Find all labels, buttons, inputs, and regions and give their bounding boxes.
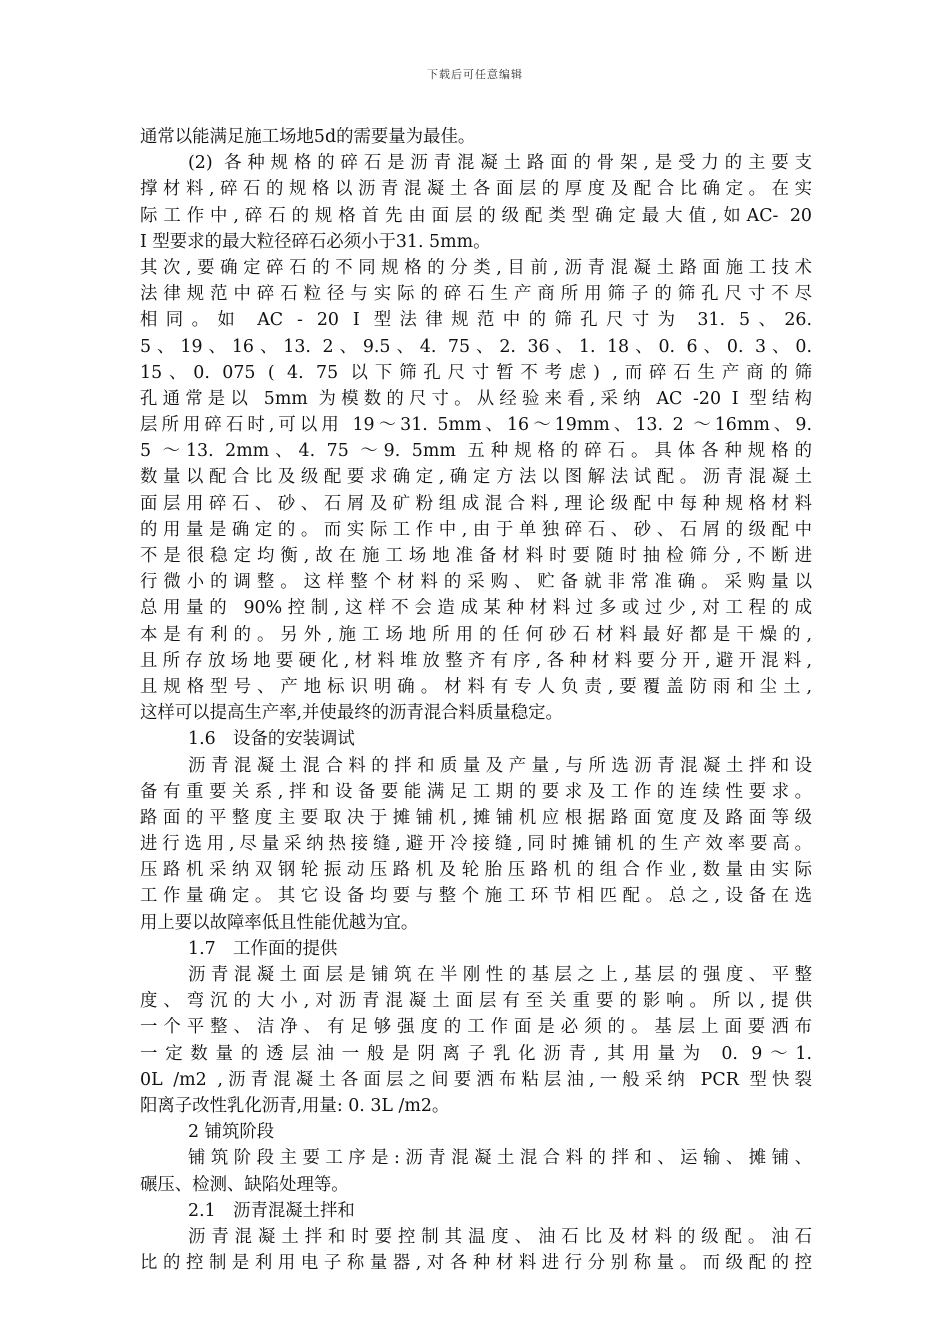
text-line: 铺筑阶段主要工序是:沥青混凝土混合料的拌和、运输、摊铺、 (188, 1148, 812, 1169)
text-line: 面层用碎石、砂、石屑及矿粉组成混合料,理论级配中每种规格材料 (140, 493, 812, 514)
text-line: 比的控制是利用电子称量器,对各种材料进行分别称量。而级配的控 (140, 1253, 812, 1274)
text-line: 撑材料,碎石的规格以沥青混凝土各面层的厚度及配合比确定。在实 (140, 179, 812, 200)
page-header: 下载后可任意编辑 (427, 68, 523, 81)
text-line: 相同。如 AC - 20 I 型法律规范中的筛孔尺寸为 31. 5、26. (140, 310, 812, 331)
text-line: 际工作中,碎石的规格首先由面层的级配类型确定最大值,如AC- 20 (140, 205, 812, 226)
text-line: 且规格型号、产地标识明确。材料有专人负责,要覆盖防雨和尘土, (140, 676, 812, 697)
text-line: 2.1 沥青混凝土拌和 (188, 1200, 355, 1221)
text-line: 2 铺筑阶段 (188, 1122, 275, 1143)
text-line: I 型要求的最大粒径碎石必须小于31. 5mm。 (140, 231, 491, 252)
text-line: 其次,要确定碎石的不同规格的分类,目前,沥青混凝土路面施工技术 (140, 257, 812, 278)
text-line: 5、19、16、13. 2、9.5、4. 75、2. 36、1. 18、0. 6、0. 3、0. (140, 336, 812, 357)
text-line: 沥青混凝土拌和时要控制其温度、油石比及材料的级配。油石 (188, 1226, 812, 1247)
text-line: 这样可以提高生产率,并使最终的沥青混合料质量稳定。 (140, 703, 563, 724)
text-line: 一个平整、洁净、有足够强度的工作面是必须的。基层上面要洒布 (140, 1017, 812, 1038)
text-line: 路面的平整度主要取决于摊铺机,摊铺机应根据路面宽度及路面等级 (140, 807, 812, 828)
text-line: 沥青混凝土面层是铺筑在半刚性的基层之上,基层的强度、平整 (188, 965, 812, 985)
text-line: 0L /m2 ,沥青混凝土各面层之间要洒布粘层油,一般采纳 PCR 型快裂 (140, 1069, 812, 1090)
text-line: 孔通常是以 5mm 为模数的尺寸。从经验来看,采纳 AC -20 I 型结构 (140, 388, 812, 409)
text-line: 一定数量的透层油一般是阴离子乳化沥青,其用量为 0. 9～1. (140, 1043, 812, 1064)
text-line: 阳离子改性乳化沥青,用量: 0. 3L /m2。 (140, 1095, 450, 1116)
text-line: 5 ～13. 2mm、4. 75 ～9. 5mm 五种规格的碎石。具体各种规格的 (140, 441, 812, 462)
text-line: 数量以配合比及级配要求确定,确定方法以图解法试配。沥青混凝土 (140, 467, 812, 488)
document-body (140, 124, 812, 1276)
text-line: 总用量的 90%控制,这样不会造成某种材料过多或过少,对工程的成 (140, 598, 812, 619)
text-line: 工作量确定。其它设备均要与整个施工环节相匹配。总之,设备在选 (140, 886, 812, 907)
text-line: 且所存放场地要硬化,材料堆放整齐有序,各种材料要分开,避开混料, (140, 650, 812, 671)
text-line: 法律规范中碎石粒径与实际的碎石生产商所用筛子的筛孔尺寸不尽 (140, 284, 812, 305)
text-line: 1.7 工作面的提供 (188, 938, 338, 959)
text-line: 行微小的调整。这样整个材料的采购、贮备就非常准确。采购量以 (140, 572, 812, 593)
text-line: 不是很稳定均衡,故在施工场地准备材料时要随时抽检筛分,不断进 (140, 546, 812, 566)
text-line: 进行选用,尽量采纳热接缝,避开冷接缝,同时摊铺机的生产效率要高。 (140, 834, 812, 855)
text-line: 碾压、检测、缺陷处理等。 (140, 1174, 349, 1195)
text-line: 15、0. 075 ( 4. 75 以下筛孔尺寸暂不考虑) ,而碎石生产商的筛 (140, 362, 812, 383)
text-line: 通常以能满足施工场地5d的需要量为最佳。 (140, 127, 476, 147)
text-line: 1.6 设备的安装调试 (188, 729, 355, 750)
text-line: 本是有利的。另外,施工场地所用的任何砂石材料最好都是干燥的, (140, 624, 812, 645)
text-line: 层所用碎石时,可以用 19～31. 5mm、16～19mm、13. 2 ～16mm、9. (140, 415, 812, 436)
text-line: 压路机采纳双钢轮振动压路机及轮胎压路机的组合作业,数量由实际 (140, 860, 812, 881)
text-line: 备有重要关系,拌和设备要能满足工期的要求及工作的连续性要求。 (140, 781, 812, 802)
text-line: 的用量是确定的。而实际工作中,由于单独碎石、砂、石屑的级配中 (140, 519, 812, 540)
text-line: (2) 各种规格的碎石是沥青混凝土路面的骨架,是受力的主要支 (188, 153, 812, 174)
text-line: 沥青混凝土混合料的拌和质量及产量,与所选沥青混凝土拌和设 (188, 755, 812, 776)
text-line: 度、弯沉的大小,对沥青混凝土面层有至关重要的影响。所以,提供 (140, 991, 812, 1012)
text-line: 用上要以故障率低且性能优越为宜。 (140, 912, 419, 933)
